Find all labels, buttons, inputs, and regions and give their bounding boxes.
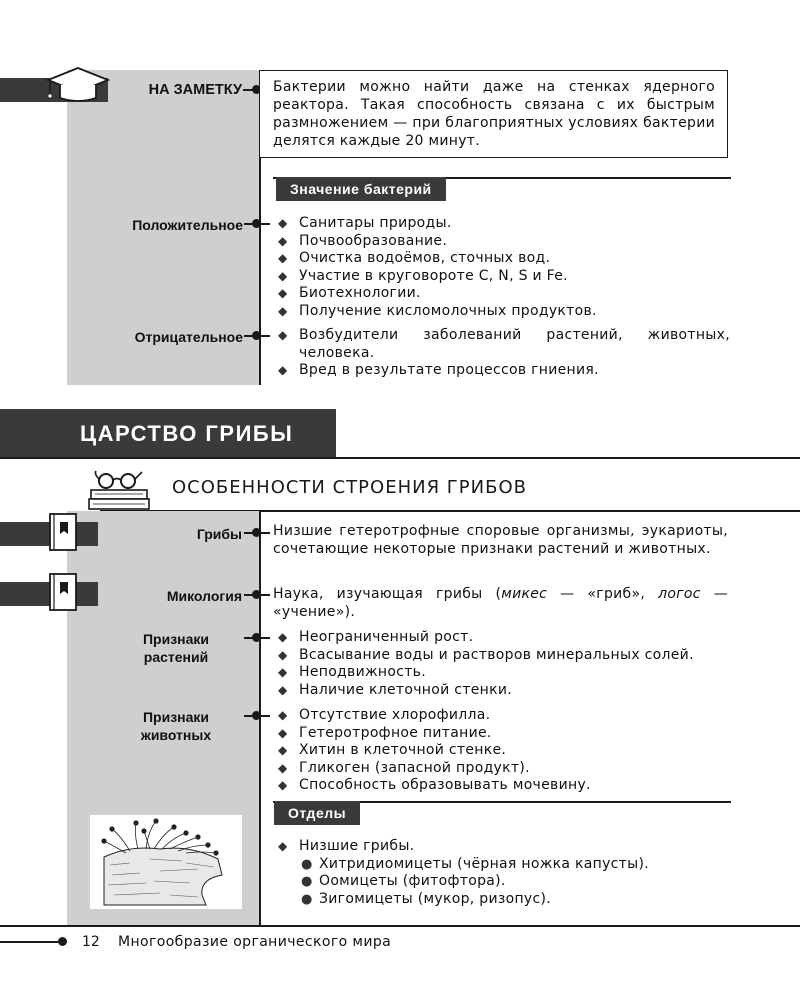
- diamond-bullet-icon: ◆: [278, 363, 288, 377]
- definition-label-fungi: Грибы: [196, 526, 242, 542]
- definition-dot: [252, 590, 261, 599]
- list-item: ◆ Гликоген (запасной продукт).: [278, 759, 530, 776]
- page-number: 12: [82, 934, 100, 950]
- graduation-cap-icon: [42, 66, 112, 102]
- plant-signs-list: [275, 629, 730, 699]
- diamond-bullet-icon: ◆: [278, 647, 288, 662]
- diamond-bullet-icon: ◆: [278, 665, 288, 679]
- list-item: ● Хитридиомицеты (чёрная ножка капусты).: [301, 855, 649, 872]
- section-subtitle: ОСОБЕННОСТИ СТРОЕНИЯ ГРИБОВ: [172, 477, 527, 498]
- running-title: Многообразие органического мира: [118, 934, 392, 950]
- list-item: ◆ Возбудители заболеваний растений, животных, человека.: [278, 327, 730, 361]
- negative-label: Отрицательное: [134, 329, 243, 345]
- animal-signs-label: Признаки животных: [140, 709, 212, 743]
- list-item: ◆ Низшие грибы. ● Хитридиомицеты (чёрная ножка капусты). ● Оомицеты (фитофтора). ● Зигомицеты (мукор, ризопус).: [275, 838, 730, 908]
- positive-list: [275, 215, 730, 320]
- kingdom-rule: [0, 457, 800, 459]
- plant-signs-label: Признаки растений: [142, 631, 210, 665]
- diamond-bullet-icon: ◆: [278, 725, 288, 740]
- dot-bullet-icon: ●: [301, 891, 313, 907]
- books-glasses-icon: [86, 468, 152, 512]
- diamond-bullet-icon: ◆: [278, 743, 288, 757]
- list-item: ◆ Хитин в клеточной стенке.: [278, 742, 507, 758]
- list-item: ◆ Почвообразование.: [278, 232, 448, 249]
- plant-signs-dot: [252, 633, 261, 642]
- definition-text-fungi: Низшие гетеротрофные споровые организмы, эукариоты, сочетающие некоторые признаки растений и животных.: [273, 523, 728, 557]
- diamond-bullet-icon: ◆: [278, 251, 288, 265]
- list-item: ◆ Отсутствие хлорофилла.: [278, 707, 491, 723]
- definition-dot: [252, 528, 261, 537]
- diamond-bullet-icon: ◆: [278, 682, 288, 697]
- footer-dot: [58, 937, 67, 946]
- divisions-sublist: [275, 856, 730, 909]
- significance-heading: Значение бактерий: [276, 177, 446, 201]
- mold-fungus-illustration: [90, 815, 242, 909]
- diamond-bullet-icon: ◆: [278, 778, 288, 792]
- animal-signs-dot: [252, 711, 261, 720]
- list-item: ◆ Всасывание воды и растворов минеральных солей.: [278, 646, 694, 663]
- positive-label: Положительное: [132, 217, 243, 233]
- negative-dot: [252, 331, 261, 340]
- diamond-bullet-icon: ◆: [278, 216, 288, 230]
- list-item: ◆ Участие в круговороте C, N, S и Fe.: [278, 267, 568, 284]
- list-item: ◆ Способность образовывать мочевину.: [278, 777, 591, 793]
- definition-text-mycology: Наука, изучающая грибы (микес — «гриб», логос — «учение»).: [273, 586, 728, 620]
- diamond-bullet-icon: ◆: [278, 268, 288, 283]
- footer-connector: [0, 941, 62, 943]
- list-item: ◆ Биотехнологии.: [278, 285, 421, 301]
- diamond-bullet-icon: ◆: [278, 233, 288, 248]
- divisions-list: [275, 838, 730, 908]
- list-item: ◆ Гетеротрофное питание.: [278, 724, 492, 741]
- diamond-bullet-icon: ◆: [278, 303, 288, 318]
- kingdom-title: ЦАРСТВО ГРИБЫ: [80, 421, 294, 446]
- list-item: ● Оомицеты (фитофтора).: [301, 873, 506, 889]
- dot-bullet-icon: ●: [301, 856, 313, 872]
- diamond-bullet-icon: ◆: [278, 286, 288, 300]
- book-icon: [48, 572, 78, 612]
- dot-bullet-icon: ●: [301, 874, 313, 889]
- divisions-heading: Отделы: [274, 801, 360, 825]
- note-label: НА ЗАМЕТКУ: [148, 82, 242, 98]
- list-item: ● Зигомицеты (мукор, ризопус).: [301, 890, 552, 907]
- note-text: Бактерии можно найти даже на стенках ядерного реактора. Такая способность связана с их быстрым размножением — при благоприятных условиях бактерии делятся каждые 20 минут.: [273, 79, 715, 149]
- diamond-bullet-icon: ◆: [278, 839, 288, 853]
- definition-label-mycology: Микология: [166, 588, 242, 604]
- negative-list: [275, 327, 730, 380]
- list-item: ◆ Наличие клеточной стенки.: [278, 681, 512, 698]
- diamond-bullet-icon: ◆: [278, 760, 288, 775]
- list-item: ◆ Получение кисломолочных продуктов.: [278, 302, 597, 319]
- book-icon: [48, 512, 78, 552]
- diamond-bullet-icon: ◆: [278, 630, 288, 644]
- diamond-bullet-icon: ◆: [278, 708, 288, 722]
- diamond-bullet-icon: ◆: [278, 328, 288, 342]
- list-item: ◆ Неподвижность.: [278, 664, 426, 680]
- positive-dot: [252, 219, 261, 228]
- list-item: ◆ Вред в результате процессов гниения.: [278, 362, 599, 378]
- list-item: ◆ Санитары природы.: [278, 215, 452, 231]
- footer-rule: [0, 925, 800, 927]
- animal-signs-list: [275, 707, 730, 795]
- list-item: ◆ Очистка водоёмов, сточных вод.: [278, 250, 551, 266]
- list-item: ◆ Неограниченный рост.: [278, 629, 474, 645]
